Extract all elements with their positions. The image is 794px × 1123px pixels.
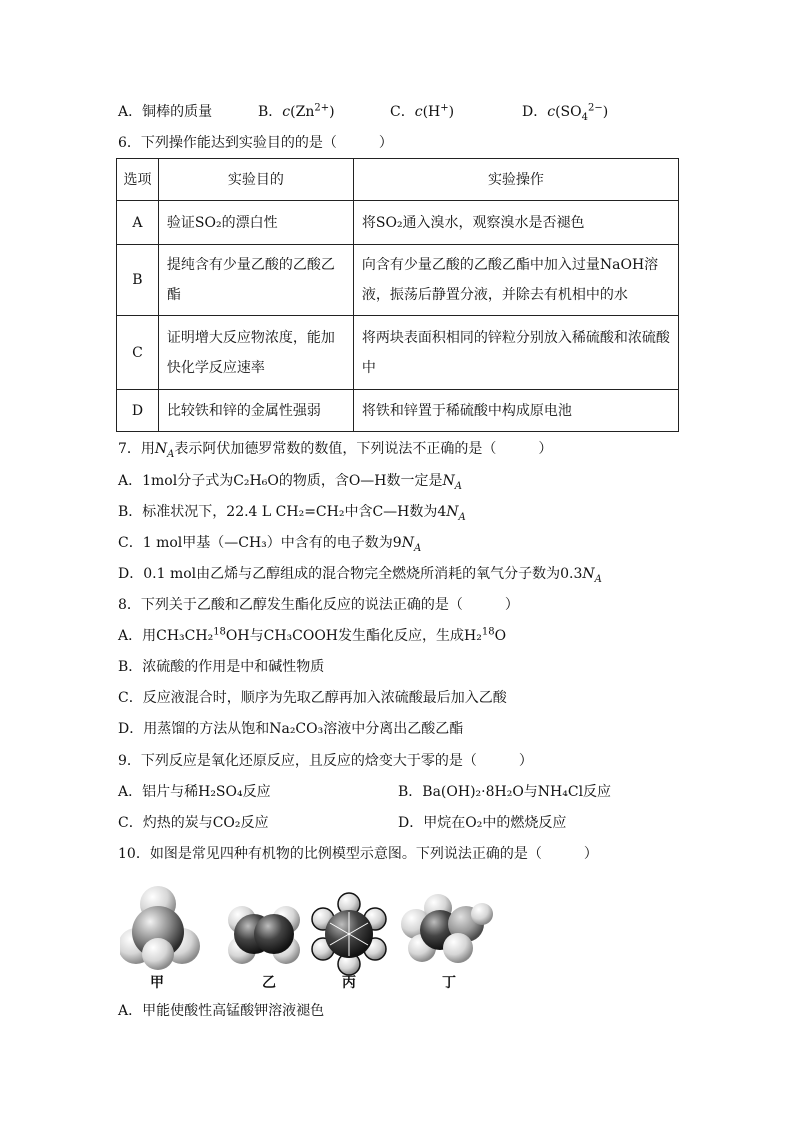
row-goal: 验证SO₂的漂白性 bbox=[158, 201, 353, 245]
model-jia-methane bbox=[120, 886, 200, 970]
table-header-row bbox=[117, 159, 679, 201]
label-yi: 乙 bbox=[262, 975, 276, 991]
q5-option-b: B．$c(Zn^{2+})$ bbox=[258, 102, 335, 120]
row-operation: 将SO₂通入溴水，观察溴水是否褪色 bbox=[353, 201, 678, 245]
table-row bbox=[117, 316, 679, 390]
q8-stem: 8．下列关于乙酸和乙醇发生酯化反应的说法正确的是（ ） bbox=[118, 597, 519, 613]
q10-stem: 10．如图是常见四种有机物的比例模型示意图。下列说法正确的是（ ） bbox=[118, 846, 598, 862]
q8-option-d: D．用蒸馏的方法从饱和Na₂CO₃溶液中分离出乙酸乙酯 bbox=[118, 721, 464, 737]
q9-option-b: B．Ba(OH)₂·8H₂O与NH₄Cl反应 bbox=[398, 784, 612, 800]
q6-stem: 6．下列操作能达到实验目的的是（ ） bbox=[118, 135, 393, 151]
q8-option-b: B．浓硫酸的作用是中和碱性物质 bbox=[118, 659, 325, 675]
q7-option-a: A．1mol分子式为C₂H₆O的物质，含O—H数一定是$N_A$ bbox=[118, 473, 462, 492]
header-option: 选项 bbox=[117, 159, 159, 201]
row-operation: 将两块表面积相同的锌粒分别放入稀硫酸和浓硫酸中 bbox=[353, 316, 678, 390]
q7-stem: 7．用$N_A$表示阿伏加德罗常数的数值，下列说法不正确的是（ ） bbox=[118, 441, 553, 460]
row-goal: 比较铁和锌的金属性强弱 bbox=[158, 390, 353, 432]
row-operation: 向含有少量乙酸的乙酸乙酯中加入过量NaOH溶液，振荡后静置分液，并除去有机相中的水 bbox=[353, 245, 678, 316]
row-option: C bbox=[117, 316, 159, 390]
row-goal: 提纯含有少量乙酸的乙酸乙酯 bbox=[158, 245, 353, 316]
row-goal: 证明增大反应物浓度，能加快化学反应速率 bbox=[158, 316, 353, 390]
model-yi-ethylene bbox=[228, 906, 300, 964]
model-ding-ethanol bbox=[401, 894, 493, 963]
table-row bbox=[117, 201, 679, 245]
table-row bbox=[117, 245, 679, 316]
q7-option-b: B．标准状况下，22.4 L CH₂=CH₂中含C—H数为$4N_A$ bbox=[118, 504, 466, 523]
q7-option-d: D．0.1 mol由乙烯与乙醇组成的混合物完全燃烧所消耗的氧气分子数为$0.3N_A$ bbox=[118, 566, 602, 585]
q8-option-c: C．反应液混合时，顺序为先取乙醇再加入浓硫酸最后加入乙酸 bbox=[118, 690, 507, 706]
q7-option-c: C．1 mol甲基（—CH₃）中含有的电子数为$9N_A$ bbox=[118, 535, 422, 554]
q5-option-d: D．$c(SO_4^{2-})$ bbox=[522, 102, 609, 123]
header-operation: 实验操作 bbox=[353, 159, 678, 201]
row-operation: 将铁和锌置于稀硫酸中构成原电池 bbox=[353, 390, 678, 432]
q10-option-a: A．甲能使酸性高锰酸钾溶液褪色 bbox=[118, 1003, 325, 1019]
table-row bbox=[117, 390, 679, 432]
q9-option-c: C．灼热的炭与CO₂反应 bbox=[118, 815, 269, 831]
q8-option-a: A．用CH₃CH₂$^{18}$OH与CH₃COOH发生酯化反应，生成H₂$^{18}$O bbox=[118, 626, 507, 644]
q5-option-a: A．铜棒的质量 bbox=[118, 104, 213, 120]
label-jia: 甲 bbox=[150, 975, 164, 991]
row-option: D bbox=[117, 390, 159, 432]
label-ding: 丁 bbox=[442, 975, 456, 991]
row-option: B bbox=[117, 245, 159, 316]
q9-option-a: A．铝片与稀H₂SO₄反应 bbox=[118, 784, 271, 800]
model-bing-benzene bbox=[312, 893, 386, 975]
row-option: A bbox=[117, 201, 159, 245]
q9-option-d: D．甲烷在O₂中的燃烧反应 bbox=[398, 815, 567, 831]
ball-models-figure bbox=[120, 884, 500, 976]
q5-option-c: C．c(H+) bbox=[390, 102, 455, 120]
label-bing: 丙 bbox=[342, 975, 356, 991]
q9-stem: 9．下列反应是氧化还原反应，且反应的焓变大于零的是（ ） bbox=[118, 753, 533, 769]
header-goal: 实验目的 bbox=[158, 159, 353, 201]
experiment-table bbox=[116, 158, 679, 432]
